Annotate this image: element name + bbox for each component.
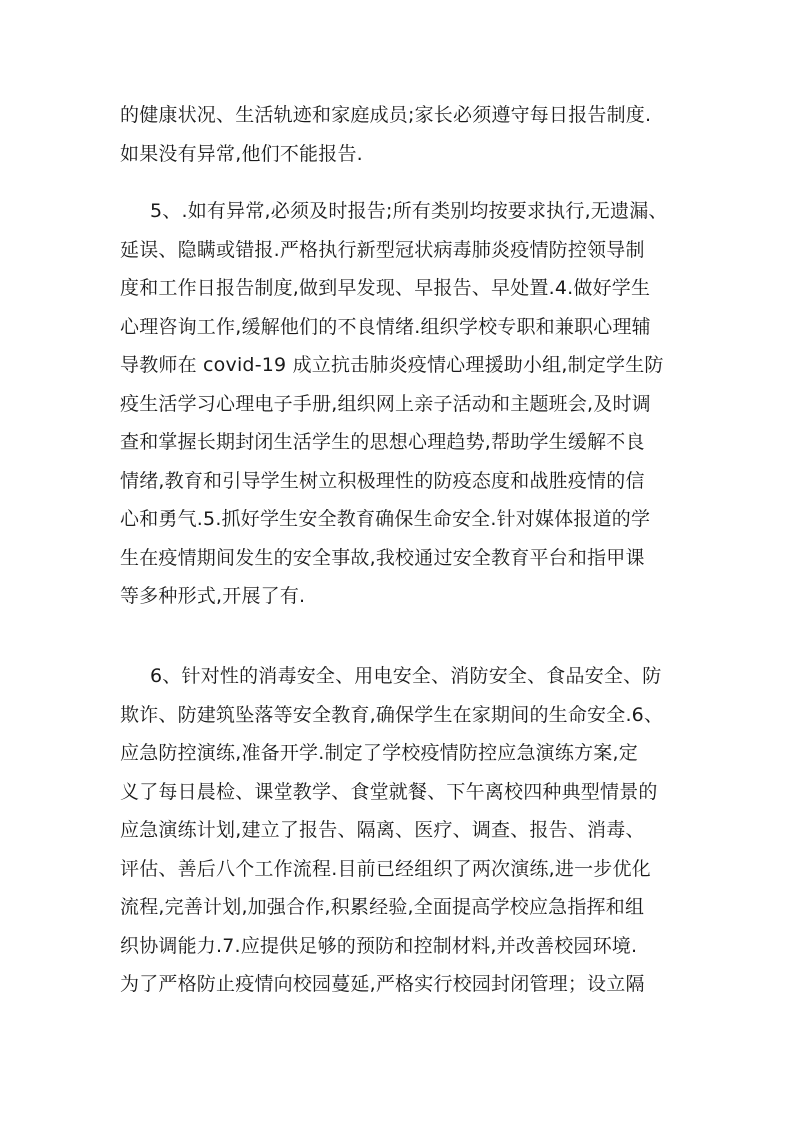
text-line: 如果没有异常,他们不能报告. [120,142,363,165]
text-line: 心和勇气.5.抓好学生安全教育确保生命安全.针对媒体报道的学 [120,508,651,530]
text-line: 流程,完善计划,加强合作,积累经验,全面提高学校应急指挥和组 [120,896,645,918]
text-line: 生在疫情期间发生的安全事故,我校通过安全教育平台和指甲课 [120,546,645,569]
paragraph-3 [120,657,680,1004]
text-line: 应急防控演练,准备开学.制定了学校疫情防控应急演练方案,定 [120,742,638,764]
text-line: 疫生活学习心理电子手册,组织网上亲子活动和主题班会,及时调 [120,392,651,415]
text-line: 5、.如有异常,必须及时报告;所有类别均按要求执行,无遗漏、 [150,200,668,222]
text-line: 延误、隐瞒或错报.严格执行新型冠状病毒肺炎疫情防控领导制 [120,238,645,261]
text-line: 应急演练计划,建立了报告、隔离、医疗、调查、报告、消毒、 [120,819,645,841]
text-line: 的健康状况、生活轨迹和家庭成员;家长必须遵守每日报告制度. [120,104,652,126]
paragraph-1 [120,96,680,173]
text-line: 情绪,教育和引导学生树立积极理性的防疫态度和战胜疫情的信 [120,469,645,492]
text-line: 欺诈、防建筑坠落等安全教育,确保学生在家期间的生命安全.6、 [120,703,664,726]
text-line: 导教师在 covid-19 成立抗击肺炎疫情心理援助小组,制定学生防 [120,354,664,376]
text-line: 6、针对性的消毒安全、用电安全、消防安全、食品安全、防 [150,665,662,687]
text-line: 义了每日晨检、课堂教学、食堂就餐、下午离校四种典型情景的 [120,780,658,803]
text-line: 度和工作日报告制度,做到早发现、早报告、早处置.4.做好学生 [120,277,651,299]
text-line: 为了严格防止疫情向校园蔓延,严格实行校园封闭管理；设立隔 [120,973,645,995]
text-line: 评估、善后八个工作流程.目前已经组织了两次演练,进一步优化 [120,857,651,880]
text-line: 织协调能力.7.应提供足够的预防和控制材料,并改善校园环境. [120,934,638,957]
text-line: 查和掌握长期封闭生活学生的思想心理趋势,帮助学生缓解不良 [120,431,645,453]
text-line: 心理咨询工作,缓解他们的不良情绪.组织学校专职和兼职心理辅 [120,315,651,338]
paragraph-2 [120,192,680,616]
text-line: 等多种形式,开展了有. [120,585,306,607]
